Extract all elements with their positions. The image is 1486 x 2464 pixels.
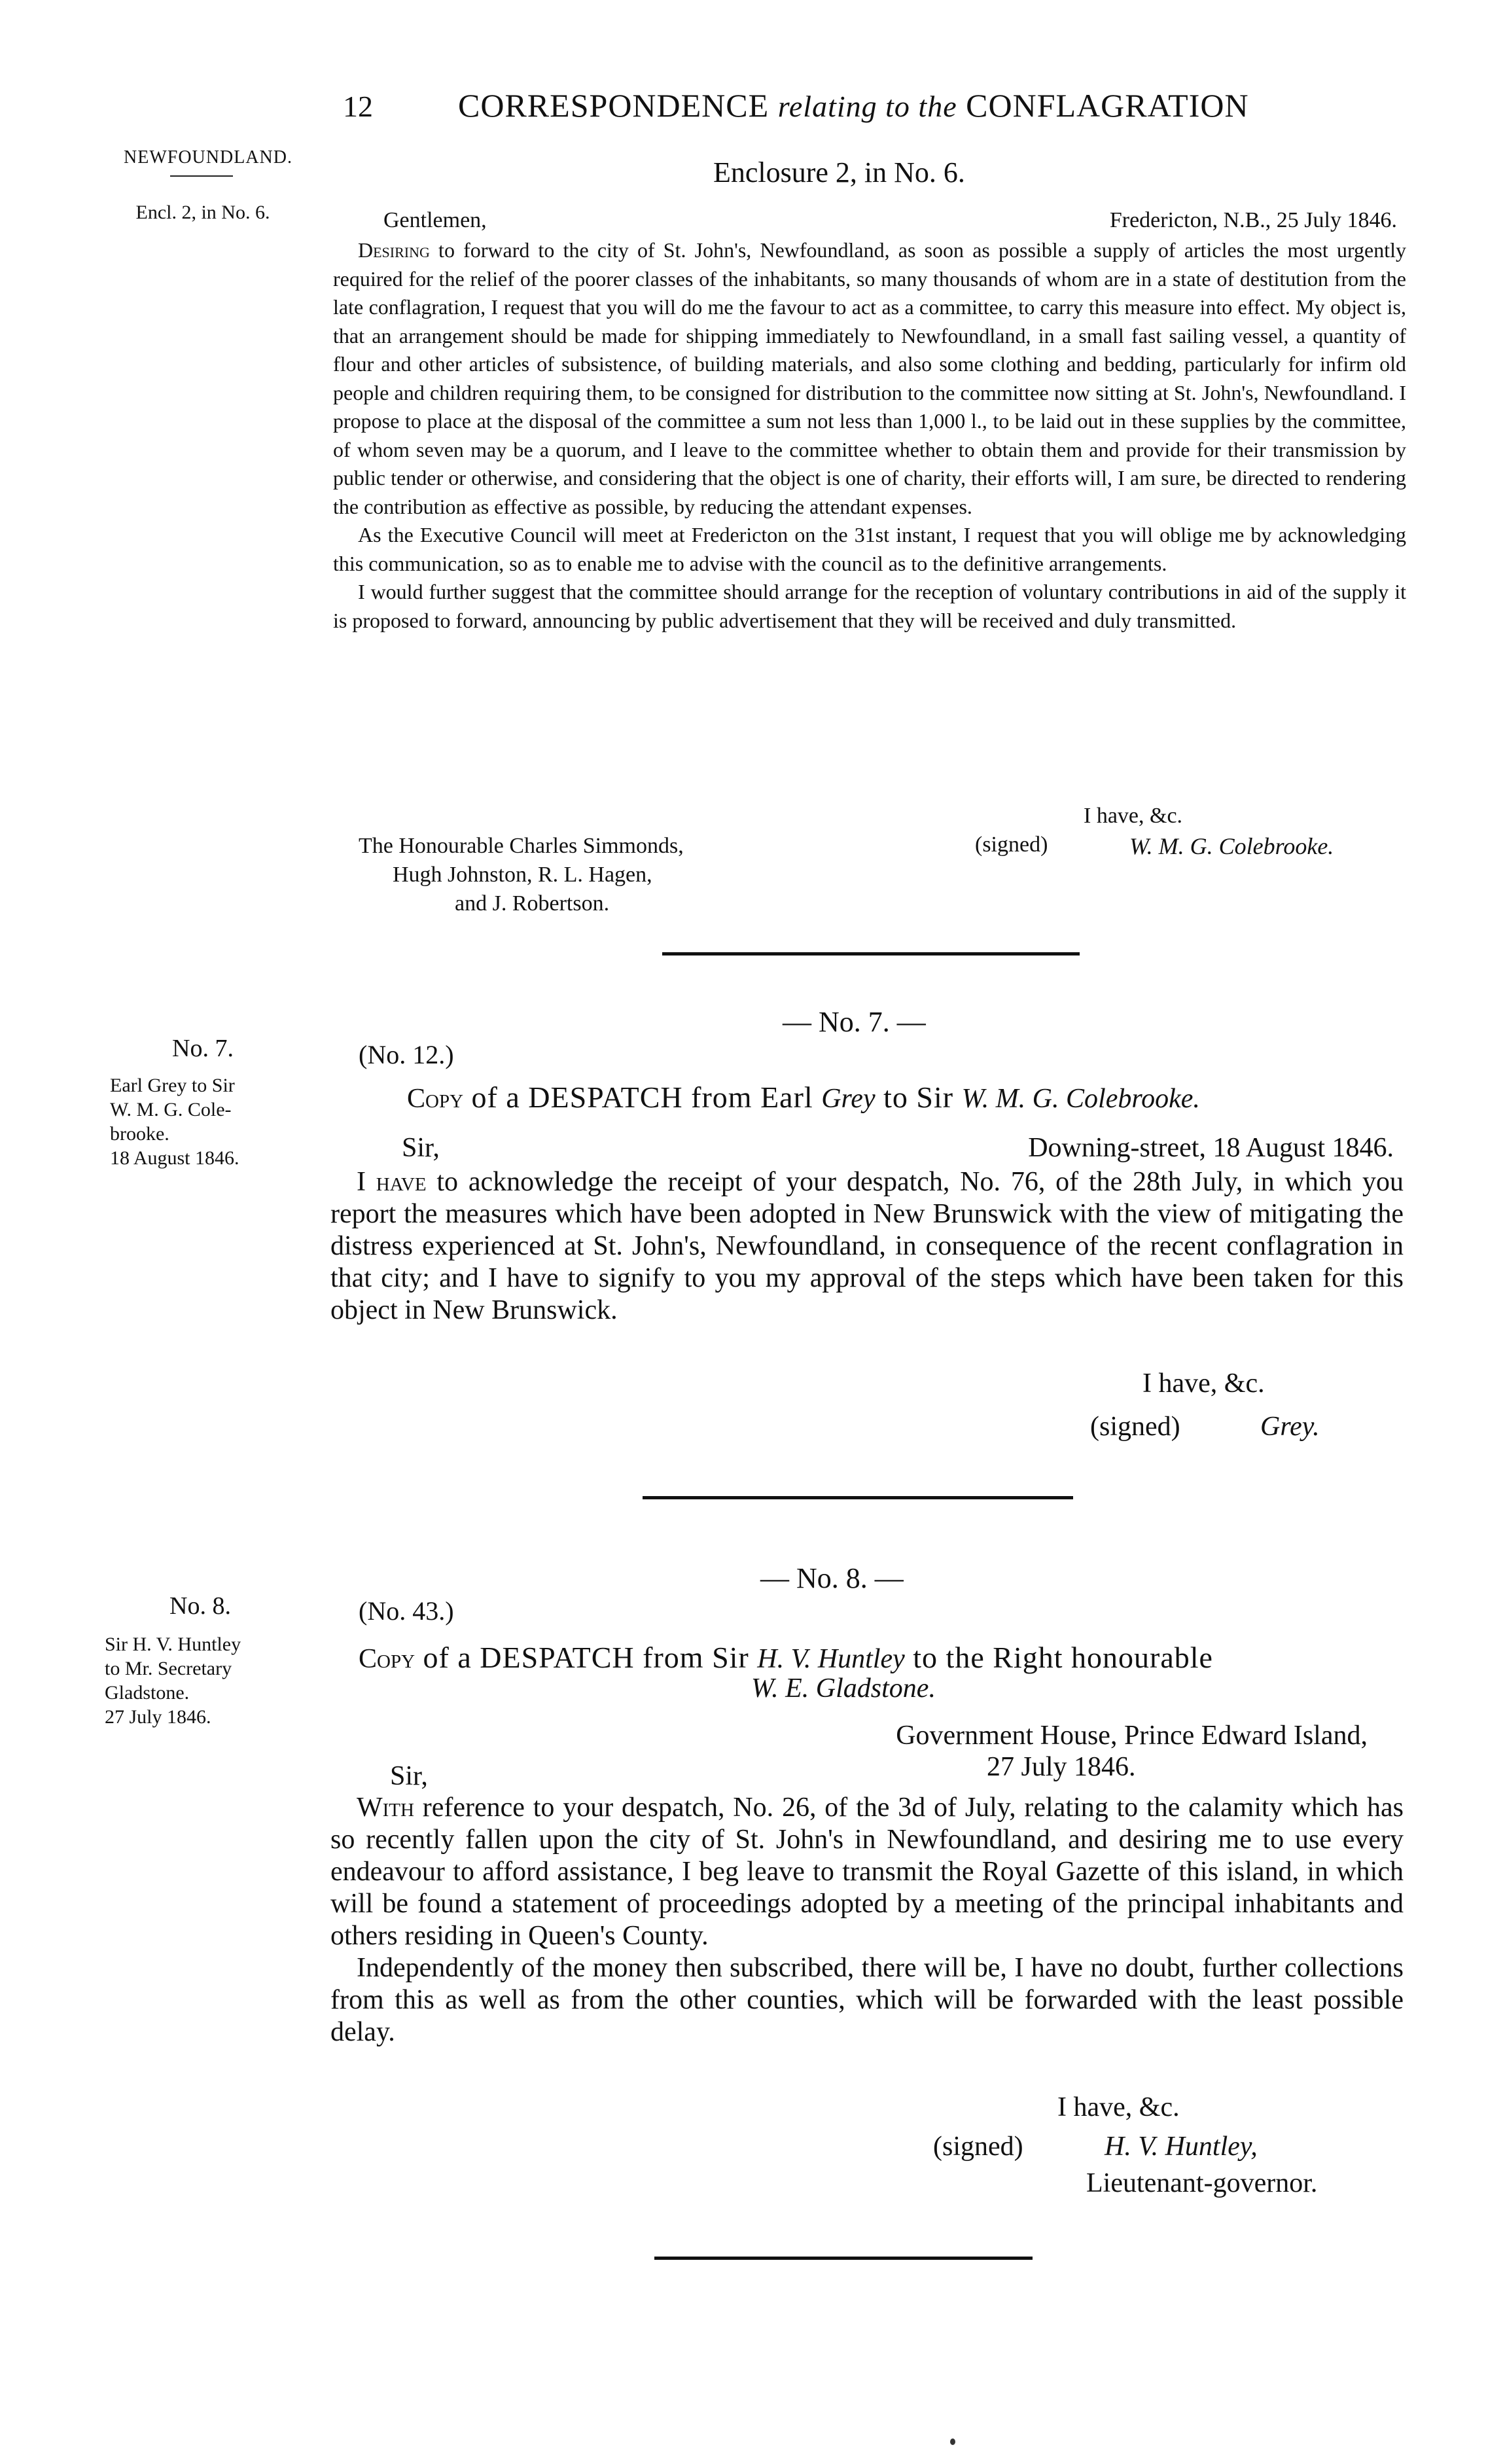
- no8-date: 27 July 1846.: [987, 1752, 1136, 1782]
- no7-body: [330, 1166, 1404, 1327]
- no8-despatch-title: [359, 1640, 1213, 1675]
- no7-paragraph-text: to acknowledge the receipt of your despatch, No. 76, of the 28th July, in which you report the measures which have been adopted in New Brunswick with the view of mitigating the distress experienced at St. John's, Newfoundland, in consequence of the recent conflagration in that city; and I have to signify to you my approval of the steps which have been taken for this object in New Brunswick.: [330, 1167, 1404, 1325]
- no8-copy-word: Copy: [359, 1644, 416, 1674]
- enclosure-closing: I have, &c.: [1084, 804, 1183, 828]
- enclosure-signature: W. M. G. Colebrooke.: [1129, 833, 1334, 859]
- margin-no8-line-4: 27 July 1846.: [105, 1706, 211, 1728]
- no8-from-name: H. V. Huntley: [757, 1644, 905, 1674]
- enclosure-paragraph-1: [333, 236, 1406, 521]
- no8-despatch-pre: of a DESPATCH from Sir: [415, 1641, 758, 1674]
- enclosure-addressee-line-3: and J. Robertson.: [455, 891, 610, 916]
- header-title-italic: relating to the: [777, 90, 957, 123]
- no8-to-name: W. E. Gladstone.: [751, 1673, 936, 1704]
- margin-no7-line-2: W. M. G. Cole-: [110, 1099, 232, 1120]
- no7-from-name: Grey: [821, 1084, 876, 1114]
- no7-despatch-pre: of a DESPATCH from Earl: [463, 1080, 822, 1114]
- enclosure-body: [333, 236, 1406, 635]
- no7-lead-word: I have: [357, 1167, 427, 1197]
- enclosure-salutation: Gentlemen,: [383, 208, 487, 232]
- margin-no8-line-3: Gladstone.: [105, 1682, 190, 1704]
- margin-no7-line-3: brooke.: [110, 1123, 169, 1145]
- margin-no7-number: No. 7.: [172, 1035, 234, 1062]
- no8-heading: — No. 8. —: [760, 1562, 904, 1594]
- no8-paragraph-1-text: reference to your despatch, No. 26, of the 3d of July, relating to the calamity which has so recently fallen upon the city of St. John's in Newfoundland, and desiring me to use every endeavour to afford assistance, I beg leave to transmit the Royal Gazette of this island, in which will be found a statement of proceedings adopted by a meeting of the principal inhabitants and others residing in Queen's County.: [330, 1793, 1404, 1951]
- no7-salutation: Sir,: [402, 1133, 440, 1163]
- no7-despatch-title: [407, 1080, 1200, 1115]
- enclosure-paragraph-1-text: to forward to the city of St. John's, Newfoundland, as soon as possible a supply of articles the most urgently required for the relief of the poorer classes of the inhabitants, so many thousands of whom are in a state of destitution from the late conflagration, I request that you will do me the favour to act as a committee, to carry this measure into effect. My object is, that an arrangement should be made for shipping immediately to Newfoundland, in a small fast sailing vessel, a quantity of flour and other articles of subsistence, of building materials, and also some clothing and bedding, particularly for infirm old people and children requiring them, to be consigned for distribution to the committee now sitting at St. John's, Newfoundland. I propose to place at the disposal of the committee a sum not less than 1,000 l., to be laid out in these supplies by the committee, of whom seven may be a quorum, and I leave to the committee whether to obtain them and provide for their transmission by public tender or otherwise, and considering that the object is one of charity, their efforts will, I am sure, be directed to rendering the contribution as effective as possible, by reducing the attendant expenses.: [333, 238, 1406, 518]
- no8-paragraph-2: Independently of the money then subscribed, there will be, I have no doubt, further collections from this as well as from the other counties, which will be forwarded with the least possible delay.: [330, 1953, 1404, 2047]
- header-title-part1: CORRESPONDENCE: [458, 87, 770, 124]
- no8-ref: (No. 43.): [359, 1596, 454, 1626]
- section-divider: [654, 2257, 1033, 2260]
- margin-rule: [170, 175, 233, 177]
- no7-place-date: Downing-street, 18 August 1846.: [1028, 1133, 1394, 1163]
- no7-signature: Grey.: [1260, 1412, 1320, 1442]
- no8-signed: (signed): [933, 2132, 1023, 2162]
- no7-ref: (No. 12.): [359, 1040, 454, 1069]
- margin-no7-line-4: 18 August 1846.: [110, 1147, 239, 1169]
- enclosure-paragraph-3: I would further suggest that the committee should arrange for the reception of voluntary contributions in aid of the supply it is proposed to forward, announcing by public advertisement that they will be received and duly transmitted.: [333, 580, 1406, 632]
- print-speck: [950, 2438, 955, 2445]
- margin-no8-note: [96, 1632, 318, 1729]
- page-number: 12: [343, 90, 373, 123]
- enclosure-place-date: Fredericton, N.B., 25 July 1846.: [1109, 208, 1397, 232]
- header-title: [458, 86, 1249, 124]
- enclosure-signed: (signed): [975, 832, 1048, 857]
- margin-no8-line-2: to Mr. Secretary: [105, 1658, 232, 1679]
- margin-no8-line-1: Sir H. V. Huntley: [105, 1634, 241, 1655]
- no8-body: [330, 1792, 1404, 2048]
- no7-to-name: W. M. G. Colebrooke.: [961, 1084, 1200, 1114]
- no8-salutation: Sir,: [390, 1761, 428, 1791]
- enclosure-addressee-line-1: The Honourable Charles Simmonds,: [359, 834, 684, 858]
- no7-paragraph: [330, 1166, 1404, 1327]
- no7-closing: I have, &c.: [1142, 1368, 1265, 1399]
- margin-no7-line-1: Earl Grey to Sir: [110, 1075, 235, 1096]
- margin-colony: NEWFOUNDLAND.: [124, 147, 292, 168]
- header-title-part2: CONFLAGRATION: [966, 87, 1249, 124]
- no8-title: Lieutenant-governor.: [1086, 2168, 1318, 2198]
- no8-closing: I have, &c.: [1057, 2092, 1180, 2122]
- section-divider: [662, 952, 1080, 955]
- no8-despatch-mid: to the Right honourable: [904, 1641, 1213, 1674]
- no7-despatch-mid: to Sir: [875, 1080, 962, 1114]
- enclosure-paragraph-2: As the Executive Council will meet at Fredericton on the 31st instant, I request that you will oblige me by acknowledging this communication, so as to enable me to advise with the council as to the definitive arrangements.: [333, 523, 1406, 575]
- no8-signature: H. V. Huntley,: [1105, 2132, 1258, 2162]
- margin-encl-ref: Encl. 2, in No. 6.: [135, 202, 270, 223]
- margin-no8-number: No. 8.: [169, 1592, 231, 1620]
- no8-place: Government House, Prince Edward Island,: [896, 1721, 1368, 1751]
- enclosure-lead-word: Desiring: [358, 238, 430, 262]
- no7-heading: — No. 7. —: [783, 1006, 926, 1038]
- no7-signed: (signed): [1090, 1412, 1180, 1442]
- enclosure-title: Enclosure 2, in No. 6.: [713, 156, 965, 188]
- no8-lead-word: With: [357, 1793, 414, 1823]
- running-header: [0, 86, 1486, 132]
- no8-paragraph-1: [330, 1792, 1404, 1952]
- no7-copy-word: Copy: [407, 1084, 464, 1114]
- enclosure-addressee-line-2: Hugh Johnston, R. L. Hagen,: [393, 863, 652, 887]
- margin-no7-note: [97, 1073, 313, 1170]
- section-divider: [643, 1496, 1073, 1499]
